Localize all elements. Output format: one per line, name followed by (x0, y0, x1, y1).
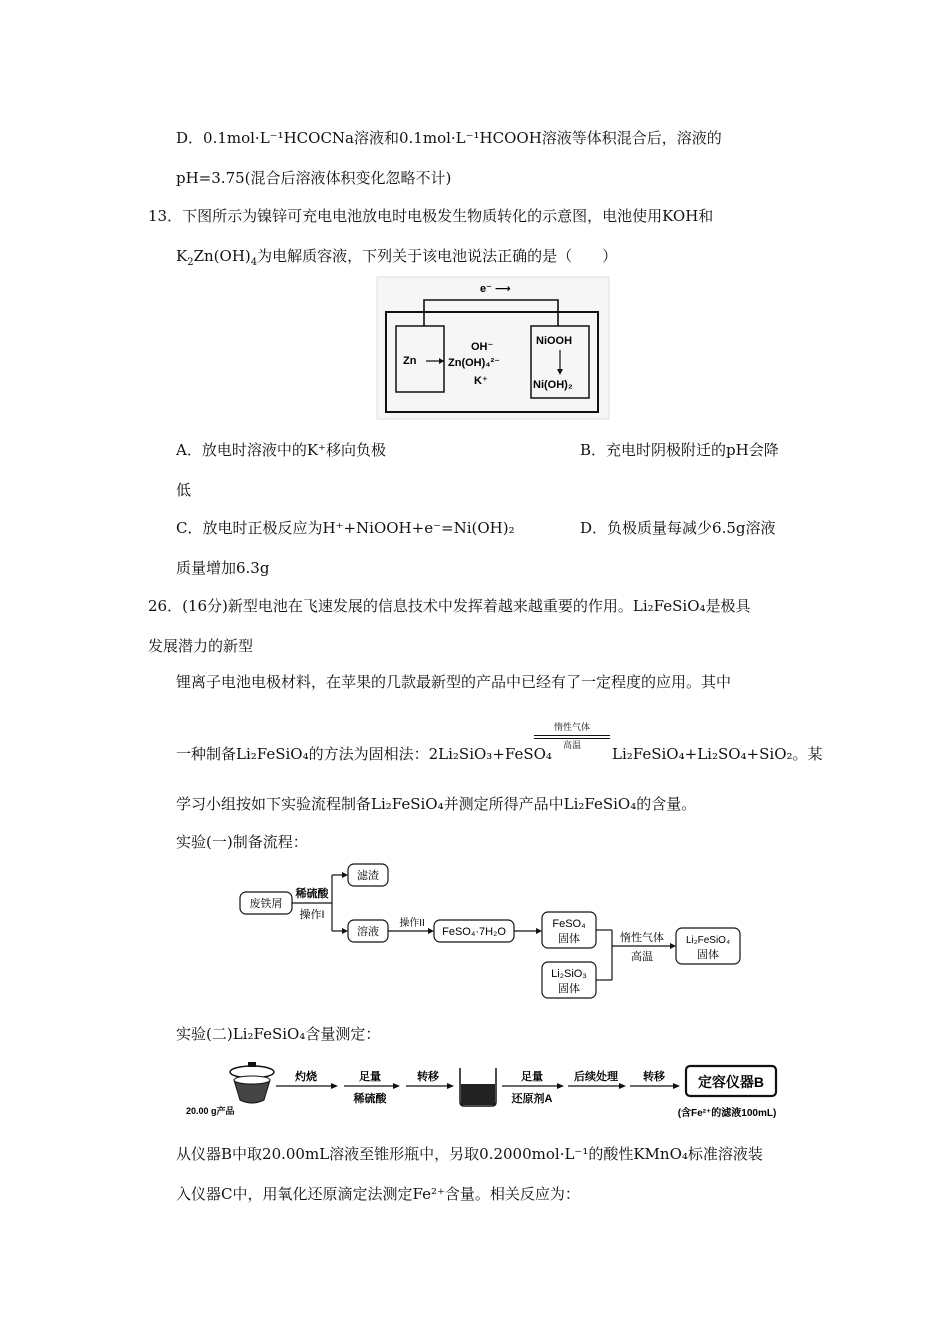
li2sio3-solid-box: Li₂SiO₃ (551, 968, 587, 980)
q13-stem-line1: 13．下图所示为镍锌可充电电池放电时电极发生物质转化的示意图，电池使用KOH和 (148, 207, 714, 225)
q13-option-d: D．负极质量每减少6.5g溶液 (580, 519, 776, 537)
nioh2-label: Ni(OH)₂ (533, 379, 573, 391)
q26-line4-left: 一种制备Li₂FeSiO₄的方法为固相法：2Li₂SiO₃+FeSO₄ (176, 745, 552, 763)
operation-1-label: 操作I (299, 909, 325, 921)
post-processing-label: 后续处理 (574, 1071, 618, 1083)
experiment-2-title: 实验(二)Li₂FeSiO₄含量测定： (176, 1025, 381, 1043)
battery-diagram (376, 276, 610, 424)
q26-line6: 从仪器B中取20.00mL溶液至锥形瓶中，另取0.2000mol·L⁻¹的酸性KMnO₄标准溶液装 (176, 1145, 763, 1163)
k-ion-label: K⁺ (474, 375, 488, 387)
product-box: Li₂FeSiO₄ (685, 935, 731, 946)
q26-line2: 发展潜力的新型 (148, 637, 254, 655)
zn-label: Zn (403, 355, 417, 367)
q13-option-b: B．充电时阴极附迁的pH会降 (580, 441, 779, 459)
high-temp-label: 高温 (631, 951, 653, 963)
volumetric-instrument-b-label: 定容仪器B (697, 1074, 765, 1090)
q13-option-a: A．放电时溶液中的K⁺移向负极 (176, 441, 386, 459)
q26-line7: 入仪器C中，用氧化还原滴定法测定Fe²⁺含量。相关反应为： (176, 1185, 580, 1203)
option-d-line1: D．0.1mol·L⁻¹HCOCNa溶液和0.1mol·L⁻¹HCOOH溶液等体积混合后，溶液的 (176, 129, 722, 147)
niooh-label: NiOOH (536, 335, 573, 347)
preparation-flowchart (236, 858, 744, 1004)
q13-option-d-cont: 质量增加6.3g (176, 559, 270, 577)
transfer-label-1: 转移 (417, 1071, 439, 1083)
condition-inert-gas: 惰性气体 (553, 723, 590, 733)
filter-residue-box: 滤渣 (357, 870, 379, 882)
product-solid-label: 固体 (697, 949, 719, 961)
feso4-solid-label: 固体 (558, 933, 580, 945)
q26-line4-right: Li₂FeSiO₄+Li₂SO₄+SiO₂。某 (612, 745, 823, 763)
q26-line5: 学习小组按如下实验流程制备Li₂FeSiO₄并测定所得产品中Li₂FeSiO₄的含量。 (176, 795, 697, 813)
option-d-line2: pH=3.75(混合后溶液体积变化忽略不计) (176, 169, 452, 187)
transfer-label-2: 转移 (643, 1071, 665, 1083)
inert-gas-label: 惰性气体 (620, 932, 664, 944)
sufficient-label-2: 足量 (521, 1071, 543, 1083)
q13-option-b-cont: 低 (176, 481, 192, 499)
waste-iron-box: 废铁屑 (249, 898, 283, 910)
beaker-icon (460, 1068, 496, 1106)
oh-label: OH⁻ (471, 341, 494, 353)
reaction-condition (534, 722, 610, 752)
electron-flow-label: e⁻ ⟶ (480, 283, 511, 295)
q13-option-c: C．放电时正极反应为H⁺+NiOOH+e⁻=Ni(OH)₂ (176, 519, 515, 537)
ferrous-sulfate-heptahydrate-box: FeSO₄·7H₂O (442, 926, 506, 938)
dilute-sulfuric-acid-label: 稀硫酸 (295, 888, 329, 900)
q26-line3: 锂离子电池电极材料，在苹果的几款最新型的产品中已经有了一定程度的应用。其中 (176, 673, 732, 691)
reductant-a-label: 还原剂A (511, 1093, 553, 1105)
condition-high-temp: 高温 (562, 741, 581, 751)
zincate-label: Zn(OH)₄²⁻ (448, 357, 500, 369)
q13-stem-line2: $K_2Zn(OH)_4$为电解质容液，下列关于该电池说法正确的是（ ） (176, 247, 618, 268)
feso4-solid-box: FeSO₄ (552, 918, 586, 930)
solution-box: 溶液 (357, 926, 379, 938)
dilute-acid-label: 稀硫酸 (353, 1093, 387, 1105)
crucible-icon (230, 1062, 274, 1103)
sufficient-label-1: 足量 (359, 1071, 381, 1083)
q26-line1: 26．(16分)新型电池在飞速发展的信息技术中发挥着越来越重要的作用。Li₂FeSiO₄是极具 (148, 597, 751, 615)
operation-2-label: 操作II (399, 918, 425, 929)
content-measurement-flowchart (184, 1058, 814, 1130)
li2sio3-solid-label: 固体 (558, 983, 580, 995)
experiment-1-title: 实验(一)制备流程： (176, 833, 308, 851)
filtrate-note-label: (含Fe²⁺的滤液100mL) (677, 1108, 777, 1119)
burn-label: 灼烧 (295, 1071, 317, 1083)
sample-mass-label: 20.00 g产品 (186, 1106, 235, 1116)
